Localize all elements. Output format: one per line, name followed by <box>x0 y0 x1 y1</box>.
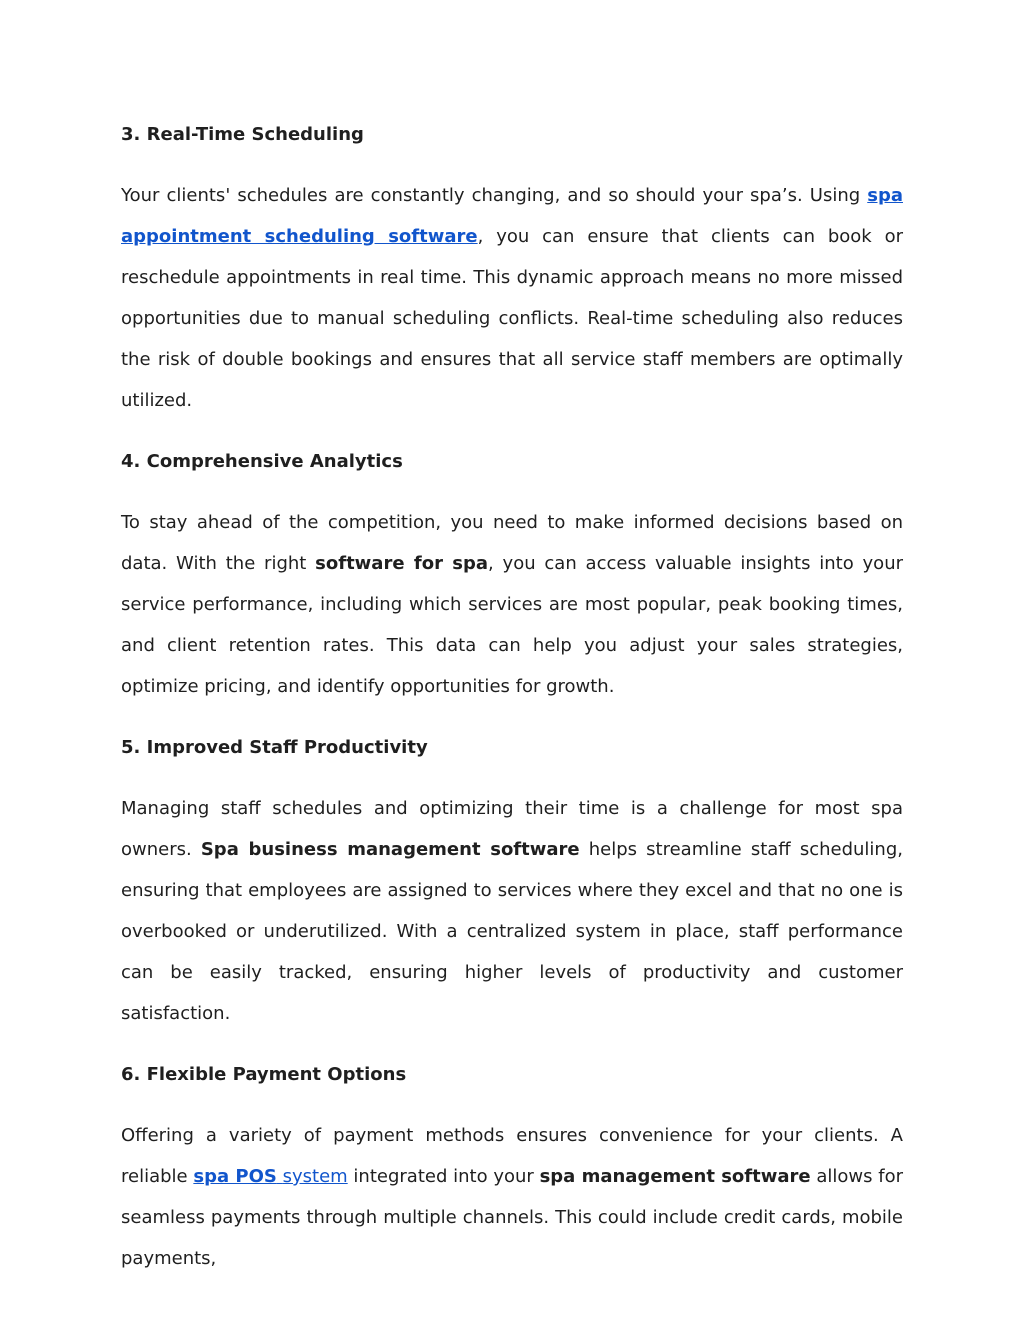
heading-flexible-payment-options: 6. Flexible Payment Options <box>121 1064 407 1085</box>
paragraph-text: integrated into your <box>347 1166 540 1187</box>
heading-comprehensive-analytics: 4. Comprehensive Analytics <box>121 451 403 472</box>
bold-spa-business-management-software: Spa business management software <box>200 839 580 860</box>
link-spa-appointment-scheduling-software[interactable]: spa appointment scheduling software <box>121 185 903 247</box>
paragraph-text: Offering a variety of payment methods ensures convenience for your clients. A reliable <box>121 1125 903 1187</box>
document-page <box>121 114 903 1299</box>
paragraph-text: allows for seamless payments through multiple channels. This could include credit cards, mobile payments, <box>121 1166 903 1269</box>
link-system-plain: system <box>282 1166 348 1187</box>
link-spa-pos-system[interactable] <box>193 1166 347 1187</box>
paragraph-text: Your clients' schedules are constantly changing, and so should your spa’s. Using <box>121 185 868 206</box>
paragraph-real-time-scheduling <box>121 175 903 421</box>
paragraph-comprehensive-analytics <box>121 502 903 707</box>
paragraph-improved-staff-productivity <box>121 788 903 1034</box>
paragraph-text: , you can ensure that clients can book or reschedule appointments in real time. This dynamic approach means no more missed opportunities due to manual scheduling conflicts. Real-time scheduling also reduces the risk of double bookings and ensures that all service staff members are optimally utilized. <box>121 226 904 411</box>
heading-improved-staff-productivity: 5. Improved Staff Productivity <box>121 737 428 758</box>
paragraph-text: To stay ahead of the competition, you need to make informed decisions based on data. With the right <box>121 512 903 574</box>
paragraph-text: helps streamline staff scheduling, ensuring that employees are assigned to services where they excel and that no one is overbooked or underutilized. With a centralized system in place, staff performance can be easily tracked, ensuring higher levels of productivity and customer satisfaction. <box>121 839 903 1024</box>
paragraph-text: Managing staff schedules and optimizing their time is a challenge for most spa owners. <box>121 798 903 860</box>
bold-spa-management-software: spa management software <box>539 1166 811 1187</box>
bold-software-for-spa: software for spa <box>315 553 489 574</box>
heading-real-time-scheduling: 3. Real-Time Scheduling <box>121 124 364 145</box>
link-spa-pos-bold: spa POS <box>193 1166 277 1187</box>
paragraph-text: , you can access valuable insights into your service performance, including which services are most popular, peak booking times, and client retention rates. This data can help you adjust your sales strategies, optimize pricing, and identify opportunities for growth. <box>121 553 904 697</box>
paragraph-flexible-payment-options <box>121 1115 903 1279</box>
